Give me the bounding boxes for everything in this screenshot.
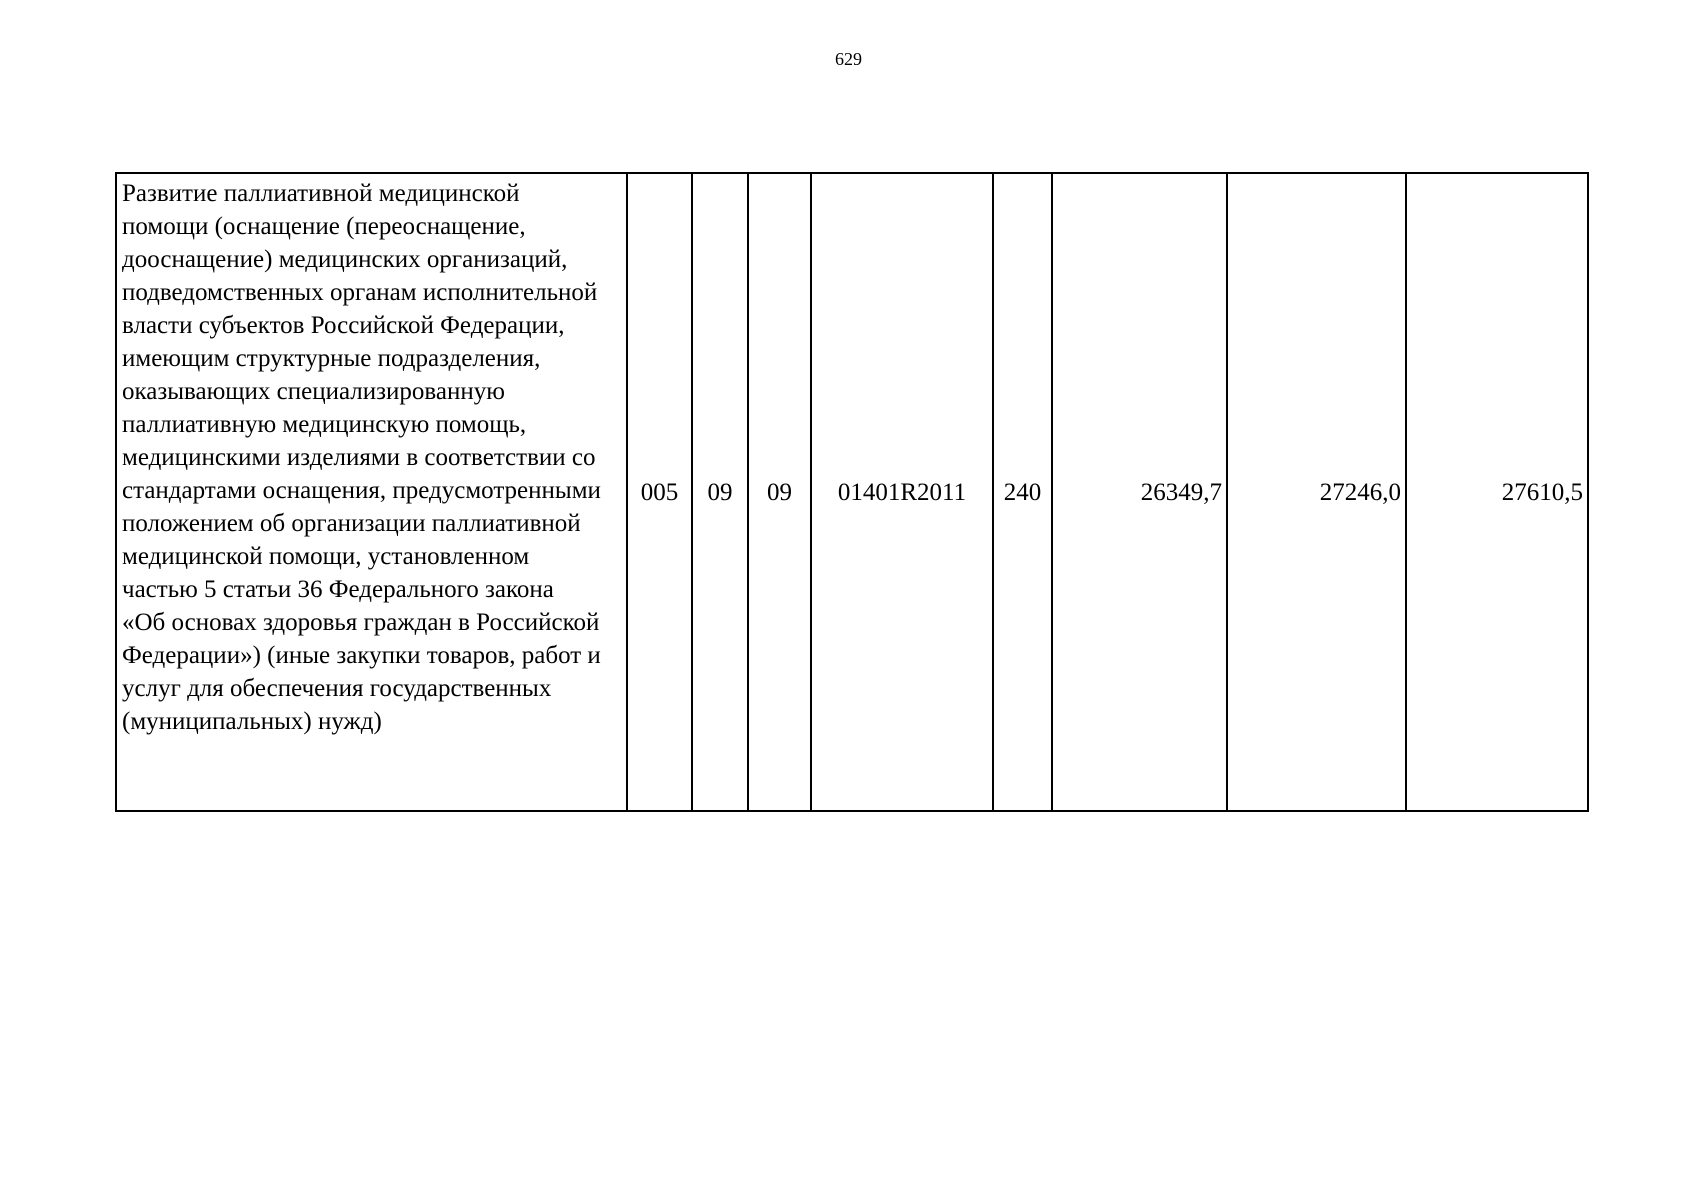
description-line: частью 5 статьи 36 Федерального закона xyxy=(122,576,554,603)
description-line: имеющим структурные подразделения, xyxy=(122,345,541,372)
subsection-code-cell: 09 xyxy=(748,173,811,811)
ministry-code-cell: 005 xyxy=(627,173,692,811)
amount-year-1-cell: 26349,7 xyxy=(1052,173,1227,811)
description-cell xyxy=(116,173,627,811)
description-line: Федерации») (иные закупки товаров, работ и xyxy=(122,642,601,669)
page-number: 629 xyxy=(835,49,862,69)
description-line: подведомственных органам исполнительной xyxy=(122,279,598,306)
section-code-cell: 09 xyxy=(692,173,748,811)
expense-type-cell: 240 xyxy=(993,173,1052,811)
amount-year-3-cell: 27610,5 xyxy=(1406,173,1588,811)
description-line: стандартами оснащения, предусмотренными xyxy=(122,477,601,504)
table-row xyxy=(116,173,1588,811)
description-line: «Об основах здоровья граждан в Российской xyxy=(122,609,600,636)
description-line: услуг для обеспечения государственных xyxy=(122,675,552,702)
description-line: медицинской помощи, установленном xyxy=(122,543,530,570)
description-line: помощи (оснащение (переоснащение, xyxy=(122,213,526,240)
description-line: медицинскими изделиями в соответствии со xyxy=(122,444,596,471)
description-line: власти субъектов Российской Федерации, xyxy=(122,312,565,339)
target-article-cell: 01401R2011 xyxy=(811,173,993,811)
description-line: положением об организации паллиативной xyxy=(122,510,581,537)
amount-year-2-cell: 27246,0 xyxy=(1227,173,1406,811)
description-line: (муниципальных) нужд) xyxy=(122,708,382,735)
description-line: паллиативную медицинскую помощь, xyxy=(122,411,527,438)
description-line: Развитие паллиативной медицинской xyxy=(122,180,520,207)
description-line: оказывающих специализированную xyxy=(122,378,505,405)
description-line: дооснащение) медицинских организаций, xyxy=(122,246,568,273)
budget-table xyxy=(115,172,1589,812)
